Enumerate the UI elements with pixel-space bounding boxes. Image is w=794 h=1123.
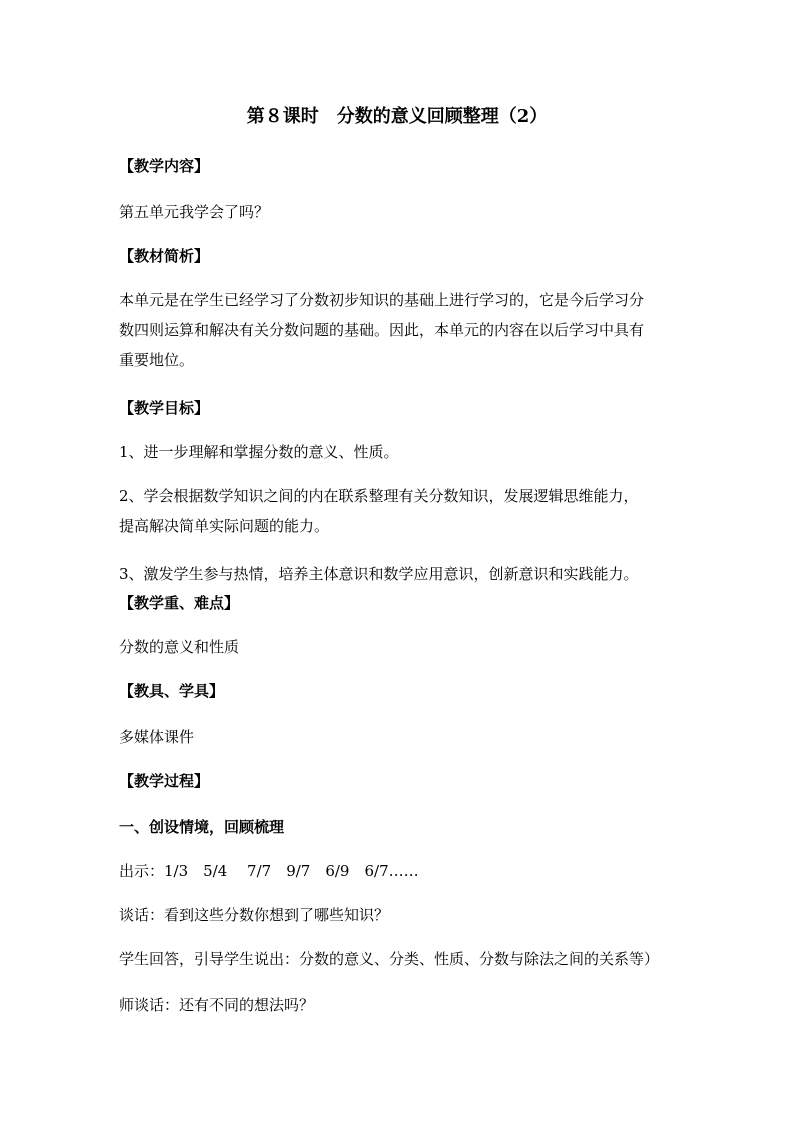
heading-teaching-content: 【教学内容】 <box>119 157 210 175</box>
tools-text: 多媒体课件 <box>119 728 195 746</box>
heading-teaching-goals: 【教学目标】 <box>119 399 210 417</box>
goal-3-text: 3、激发学生参与热情，培养主体意识和数学应用意识，创新意识和实践能力。 <box>119 565 639 583</box>
heading-tools: 【教具、学具】 <box>119 682 225 700</box>
material-analysis-paragraph <box>119 285 679 375</box>
goal-1-text: 1、进一步理解和掌握分数的意义、性质。 <box>119 443 399 461</box>
goal-2-line: 提高解决简单实际问题的能力。 <box>119 517 330 535</box>
material-analysis-line: 数四则运算和解决有关分数问题的基础。因此，本单元的内容在以后学习中具有 <box>119 321 645 339</box>
talk-1-text: 谈话：看到这些分数你想到了哪些知识？ <box>119 906 390 924</box>
student-answer-text: 学生回答，引导学生说出：分数的意义、分类、性质、分数与除法之间的关系等） <box>119 950 660 968</box>
page-title: 第８课时 分数的意义回顾整理（2） <box>246 106 548 127</box>
talk-2-text: 师谈话：还有不同的想法吗？ <box>119 996 315 1014</box>
material-analysis-line: 重要地位。 <box>119 351 195 369</box>
heading-teaching-process: 【教学过程】 <box>119 772 210 790</box>
goal-2-paragraph <box>119 481 679 541</box>
teaching-content-text: 第五单元我学会了吗？ <box>119 203 270 221</box>
goal-2-line: 2、学会根据数学知识之间的内在联系整理有关分数知识，发展逻辑思维能力， <box>119 487 639 505</box>
heading-key-points: 【教学重、难点】 <box>119 594 240 612</box>
key-points-text: 分数的意义和性质 <box>119 638 240 656</box>
heading-material-analysis: 【教材简析】 <box>119 247 210 265</box>
material-analysis-line: 本单元是在学生已经学习了分数初步知识的基础上进行学习的，它是今后学习分 <box>119 291 645 309</box>
section-1-heading: 一、创设情境，回顾梳理 <box>119 818 285 836</box>
show-fractions-text: 出示：1/3 5/4 7/7 9/7 6/9 6/7…… <box>119 862 419 880</box>
